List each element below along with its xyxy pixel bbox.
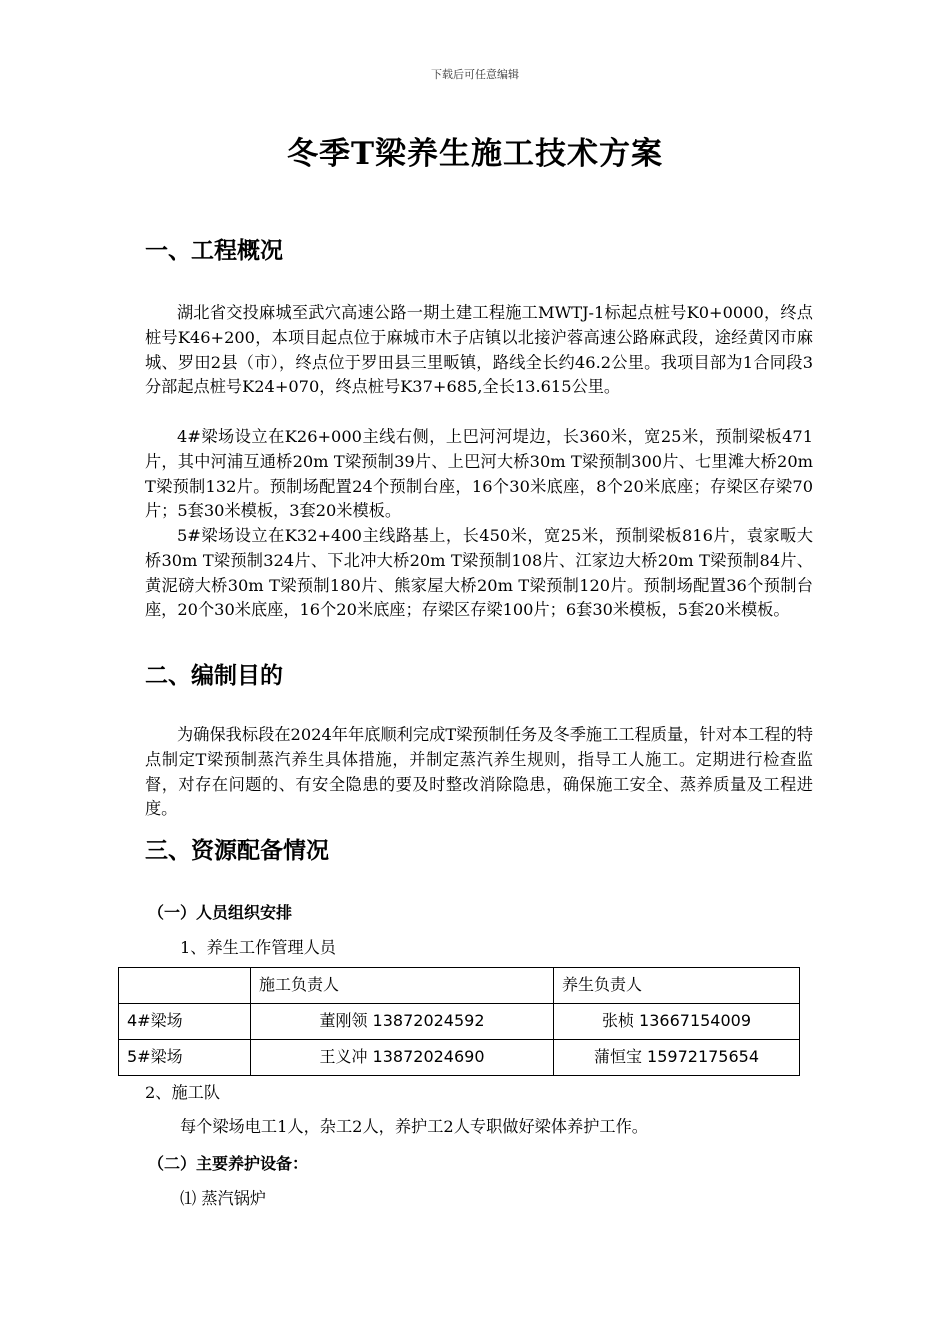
table-header-cell: 养生负责人 (554, 968, 800, 1004)
table-header-cell (119, 968, 251, 1004)
section-heading-resources: 三、资源配备情况 (145, 838, 329, 864)
subheading-personnel: （一）人员组织安排 (148, 903, 293, 922)
paragraph-purpose: 为确保我标段在2024年年底顺利完成T梁预制任务及冬季施工工程质量，针对本工程的特点制定T梁预制蒸汽养生具体措施，并制定蒸汽养生规则，指导工人施工。定期进行检查监督，对存在问题的、有安全隐患的要及时整改消除隐患，确保施工安全、蒸养质量及工程进度。 (145, 725, 813, 819)
table-cell-curing-lead: 张桢 13667154009 (554, 1004, 800, 1040)
table-cell-construction-lead: 王义冲 13872024690 (251, 1040, 554, 1076)
paragraph-yard-5: 5#梁场设立在K32+400主线路基上，长450米，宽25米，预制梁板816片，袁家畈大桥30m T梁预制324片、下北冲大桥20m T梁预制108片、江家边大桥20m T梁预制84片、黄泥磅大桥30m T梁预制180片、熊家屋大桥20m T梁预制120片。预制场配置36个预制台座，20个30米底座，16个20米底座；存梁区存梁100片；6套30米模板，5套20米模板。 (145, 526, 813, 620)
staff-table (118, 967, 800, 1076)
list-item-management-staff: 1、养生工作管理人员 (180, 938, 336, 957)
table-header-cell: 施工负责人 (251, 968, 554, 1004)
header-note: 下载后可任意编辑 (431, 68, 519, 81)
paragraph-project-overview: 湖北省交投麻城至武穴高速公路一期土建工程施工MWTJ-1标起点桩号K0+0000，终点桩号K46+200，本项目起点位于麻城市木子店镇以北接沪蓉高速公路麻武段，途经黄冈市麻城、罗田2县（市），终点位于罗田县三里畈镇，路线全长约46.2公里。我项目部为1合同段3分部起点桩号K24+070，终点桩号K37+685,全长13.615公里。 (145, 303, 813, 397)
section-heading-overview: 一、工程概况 (145, 238, 283, 264)
table-cell-yard: 5#梁场 (119, 1040, 251, 1076)
section-heading-purpose: 二、编制目的 (145, 663, 283, 689)
construction-team-description: 每个梁场电工1人，杂工2人，养护工2人专职做好梁体养护工作。 (180, 1117, 648, 1136)
table-cell-construction-lead: 董刚领 13872024592 (251, 1004, 554, 1040)
subheading-equipment: （二）主要养护设备： (148, 1154, 309, 1173)
table-row (119, 1004, 800, 1040)
table-cell-yard: 4#梁场 (119, 1004, 251, 1040)
table-header-row (119, 968, 800, 1004)
paragraph-yard-4: 4#梁场设立在K26+000主线右侧，上巴河河堤边，长360米，宽25米，预制梁板471片，其中河浦互通桥20m T梁预制39片、上巴河大桥30m T梁预制300片、七里滩大桥20m T梁预制132片。预制场配置24个预制台座，16个30米底座，8个20米底座；存梁区存梁70片；5套30米模板，3套20米模板。 (145, 427, 813, 521)
list-item-steam-boiler: ⑴ 蒸汽锅炉 (180, 1189, 267, 1208)
document-title: 冬季T梁养生施工技术方案 (286, 136, 664, 172)
table-row (119, 1040, 800, 1076)
table-cell-curing-lead: 蒲恒宝 15972175654 (554, 1040, 800, 1076)
list-item-construction-team: 2、施工队 (145, 1083, 221, 1102)
